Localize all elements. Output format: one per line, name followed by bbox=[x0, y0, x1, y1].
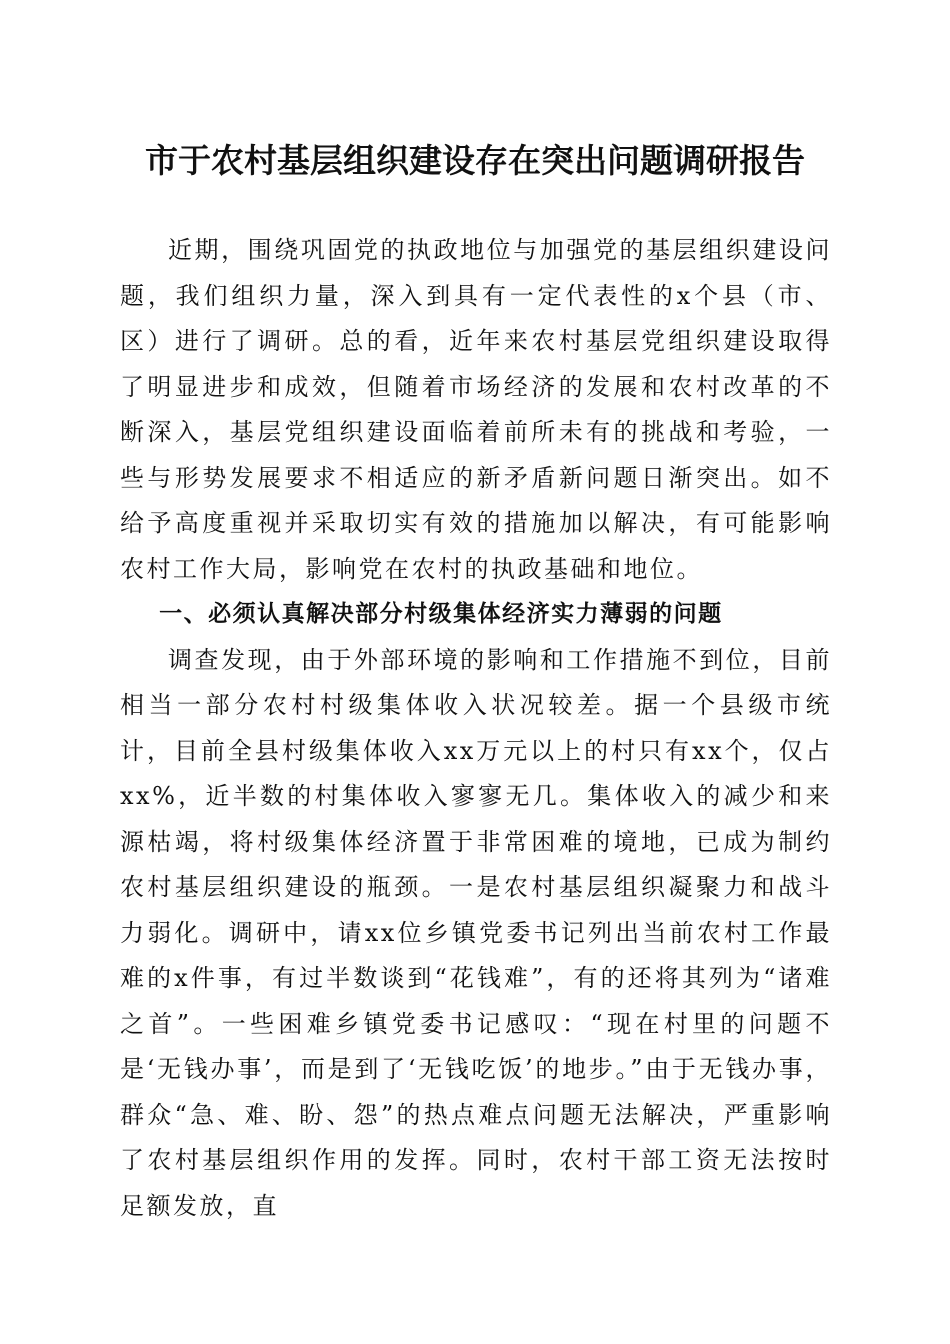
document-title: 市于农村基层组织建设存在突出问题调研报告 bbox=[145, 141, 805, 180]
section-1-paragraph: 调查发现，由于外部环境的影响和工作措施不到位，目前相当一部分农村村级集体收入状况较差。据一个县级市统计，目前全县村级集体收入xx万元以上的村只有xx个，仅占xx%，近半数的村集体收入寥寥无几。集体收入的减少和来源枯竭，将村级集体经济置于非常困难的境地，已成为制约农村基层组织建设的瓶颈。一是农村基层组织凝聚力和战斗力弱化。调研中，请xx位乡镇党委书记列出当前农村工作最难的x件事，有过半数谈到“花钱难”，有的还将其列为“诸难之首”。一些困难乡镇党委书记感叹：“现在村里的问题不是‘无钱办事’，而是到了‘无钱吃饭’的地步。”由于无钱办事，群众“急、难、盼、怨”的热点难点问题无法解决，严重影响了农村基层组织作用的发挥。同时，农村干部工资无法按时足额发放，直 bbox=[120, 645, 832, 1220]
section-heading-1: 一、必须认真解决部分村级集体经济实力薄弱的问题 bbox=[159, 601, 723, 627]
intro-paragraph: 近期，围绕巩固党的执政地位与加强党的基层组织建设问题，我们组织力量，深入到具有一定代表性的x个县（市、区）进行了调研。总的看，近年来农村基层党组织建设取得了明显进步和成效，但随着市场经济的发展和农村改革的不断深入，基层党组织建设面临着前所未有的挑战和考验，一些与形势发展要求不相适应的新矛盾新问题日渐突出。如不给予高度重视并采取切实有效的措施加以解决，有可能影响农村工作大局，影响党在农村的执政基础和地位。 bbox=[120, 236, 832, 583]
document-body bbox=[120, 228, 832, 1229]
